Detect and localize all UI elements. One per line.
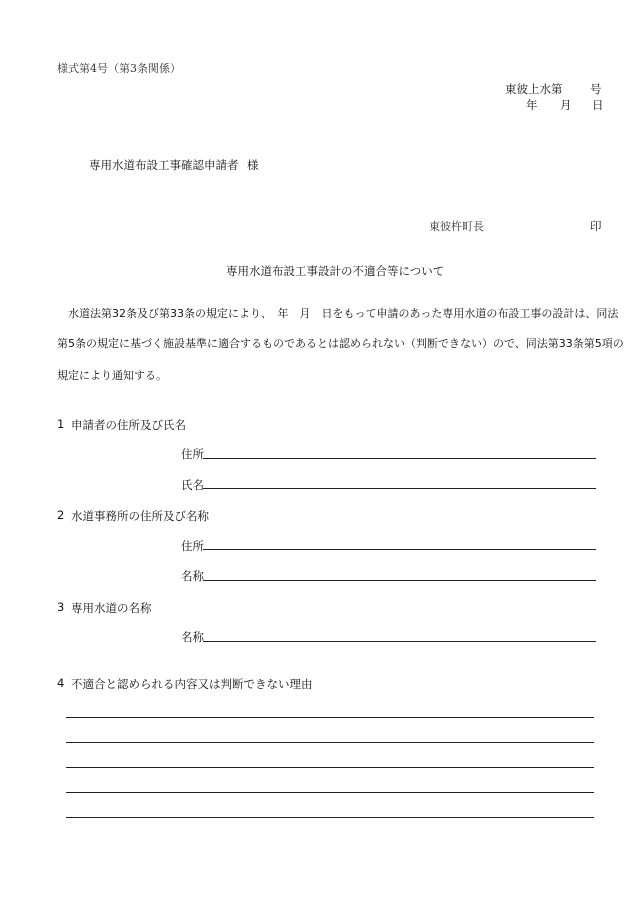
section-2-name-label: 名称 <box>181 569 204 583</box>
section-1-name-line[interactable] <box>203 488 596 489</box>
reason-line-4[interactable] <box>66 792 594 793</box>
reference-number-prefix: 東彼上水第 <box>505 82 563 96</box>
addressee-honorific: 様 <box>247 158 259 172</box>
section-2-name-line[interactable] <box>203 580 596 581</box>
issuer-title: 東彼杵町長 <box>429 220 484 233</box>
reason-line-2[interactable] <box>66 742 594 743</box>
date-year-label: 年 <box>526 98 538 112</box>
date-month-label: 月 <box>560 98 572 112</box>
document-title: 専用水道布設工事設計の不適合等について <box>226 264 445 278</box>
body-line-1: 水道法第32条及び第33条の規定により、 年 月 日をもって申請のあった専用水道の布設工事の設計は、同法 <box>68 307 619 320</box>
date-day-label: 日 <box>592 98 604 112</box>
section-2-title: 水道事務所の住所及び名称 <box>71 509 209 523</box>
body-line-3: 規定により通知する。 <box>57 369 167 382</box>
section-4-title: 不適合と認められる内容又は判断できない理由 <box>71 677 313 691</box>
addressee-name: 専用水道布設工事確認申請者 <box>89 158 239 172</box>
section-1-name-label: 氏名 <box>181 478 204 492</box>
section-3-title: 専用水道の名称 <box>71 601 152 615</box>
issuer-seal: 印 <box>590 219 602 233</box>
section-3-number: 3 <box>57 600 65 614</box>
section-2-address-line[interactable] <box>203 549 596 550</box>
section-3-name-label: 名称 <box>181 630 204 644</box>
section-2-address-label: 住所 <box>181 539 204 553</box>
section-1-address-line[interactable] <box>203 458 596 459</box>
reason-line-5[interactable] <box>66 817 594 818</box>
reference-number-suffix: 号 <box>590 82 602 96</box>
section-1-address-label: 住所 <box>181 447 204 461</box>
section-3-name-line[interactable] <box>203 641 596 642</box>
form-number: 様式第4号（第3条関係） <box>57 62 181 75</box>
section-1-title: 申請者の住所及び氏名 <box>71 418 186 432</box>
section-4-number: 4 <box>57 676 65 690</box>
reason-line-1[interactable] <box>66 717 594 718</box>
reason-line-3[interactable] <box>66 767 594 768</box>
section-1-number: 1 <box>57 417 65 431</box>
body-line-2: 第5条の規定に基づく施設基準に適合するものであるとは認められない（判断できない）ので、同法第33条第5項の <box>57 337 624 350</box>
section-2-number: 2 <box>57 508 65 522</box>
